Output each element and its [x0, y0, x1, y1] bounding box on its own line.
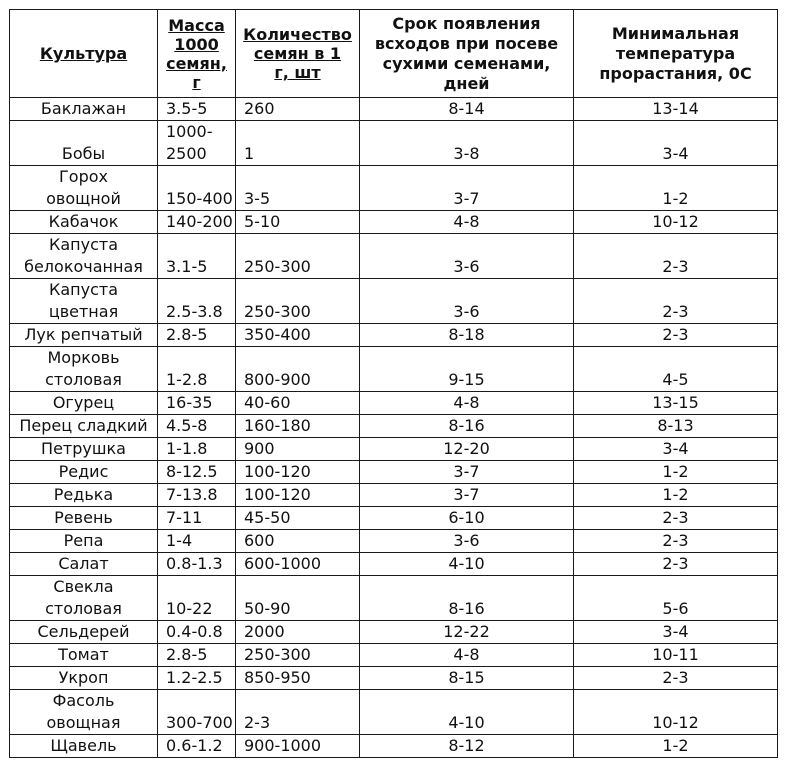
- culture-cell: [10, 530, 158, 553]
- count-cell: 2000: [236, 621, 360, 644]
- mass-cell-line: 2.8-5: [166, 645, 208, 664]
- mass-cell-line: 3.1-5: [166, 257, 208, 276]
- mass-cell-line: 1-2.8: [166, 370, 208, 389]
- header-line: температура: [615, 43, 736, 63]
- culture-cell-line: овощной: [46, 189, 121, 208]
- days-cell: 4-10: [360, 553, 574, 576]
- culture-cell: [10, 166, 158, 211]
- table-row: [10, 347, 778, 392]
- culture-cell: [10, 621, 158, 644]
- temp-cell: 2-3: [574, 667, 778, 690]
- mass-cell-line: 7-11: [166, 508, 203, 527]
- table-row: [10, 438, 778, 461]
- header-line: семян,: [166, 53, 227, 73]
- mass-cell: [158, 438, 236, 461]
- culture-cell: [10, 415, 158, 438]
- days-cell: 12-22: [360, 621, 574, 644]
- mass-cell-line: 7-13.8: [166, 485, 218, 504]
- mass-cell: [158, 576, 236, 621]
- culture-cell: [10, 484, 158, 507]
- mass-cell-line: 300-700: [166, 713, 233, 732]
- culture-cell: [10, 234, 158, 279]
- temp-cell: 2-3: [574, 530, 778, 553]
- mass-cell-line: 2500: [166, 144, 207, 163]
- culture-cell: [10, 121, 158, 166]
- mass-cell: [158, 690, 236, 735]
- mass-cell: [158, 211, 236, 234]
- count-cell: 600: [236, 530, 360, 553]
- mass-cell-line: 0.6-1.2: [166, 736, 223, 755]
- mass-cell: [158, 121, 236, 166]
- header-line: Срок появления: [392, 13, 541, 33]
- culture-cell-line: Кабачок: [48, 212, 119, 231]
- culture-cell-line: Баклажан: [40, 99, 127, 118]
- temp-cell: 1-2: [574, 484, 778, 507]
- mass-cell: [158, 667, 236, 690]
- days-cell: 9-15: [360, 347, 574, 392]
- culture-cell-line: Ревень: [54, 508, 113, 527]
- table-row: [10, 530, 778, 553]
- days-cell: 3-7: [360, 166, 574, 211]
- temp-cell: 5-6: [574, 576, 778, 621]
- count-cell: 250-300: [236, 234, 360, 279]
- mass-cell: [158, 530, 236, 553]
- temp-cell: 2-3: [574, 553, 778, 576]
- days-cell: 12-20: [360, 438, 574, 461]
- temp-cell: 2-3: [574, 507, 778, 530]
- header-line: 1000: [174, 34, 219, 54]
- count-cell: 50-90: [236, 576, 360, 621]
- culture-cell-line: столовая: [45, 599, 122, 618]
- days-cell: 8-12: [360, 735, 574, 758]
- mass-cell-line: 0.8-1.3: [166, 554, 223, 573]
- header-line: Минимальная: [611, 23, 740, 43]
- temp-cell: 8-13: [574, 415, 778, 438]
- count-cell: 250-300: [236, 644, 360, 667]
- temp-cell: 3-4: [574, 121, 778, 166]
- days-cell: 3-7: [360, 484, 574, 507]
- mass-cell: [158, 644, 236, 667]
- table-row: [10, 98, 778, 121]
- days-cell: 8-18: [360, 324, 574, 347]
- mass-cell-line: 1-4: [166, 531, 193, 550]
- temp-cell: 3-4: [574, 621, 778, 644]
- culture-cell-line: Сельдерей: [37, 622, 130, 641]
- culture-cell-line: Петрушка: [41, 439, 126, 458]
- temp-cell: 10-12: [574, 211, 778, 234]
- culture-cell-line: Горох: [59, 167, 108, 186]
- count-cell: 45-50: [236, 507, 360, 530]
- culture-cell: [10, 347, 158, 392]
- temp-cell: 1-2: [574, 735, 778, 758]
- mass-cell: [158, 347, 236, 392]
- seed-table: [9, 9, 778, 758]
- culture-cell: [10, 644, 158, 667]
- count-cell: 260: [236, 98, 360, 121]
- culture-cell: [10, 392, 158, 415]
- table-row: [10, 392, 778, 415]
- culture-cell-line: Репа: [63, 531, 104, 550]
- culture-cell: [10, 438, 158, 461]
- table-row: [10, 234, 778, 279]
- days-cell: 8-16: [360, 576, 574, 621]
- table-row: [10, 667, 778, 690]
- header-line: Количество: [243, 25, 352, 44]
- mass-cell: [158, 553, 236, 576]
- mass-cell-line: 3.5-5: [166, 99, 208, 118]
- table-row: [10, 415, 778, 438]
- header-temp: [574, 10, 778, 98]
- culture-cell-line: Редис: [58, 462, 109, 481]
- table-row: [10, 166, 778, 211]
- days-cell: 4-8: [360, 644, 574, 667]
- days-cell: 8-14: [360, 98, 574, 121]
- header-line: прорастания, 0С: [599, 63, 752, 83]
- culture-cell-line: Морковь: [47, 348, 120, 367]
- culture-cell-line: Фасоль: [52, 691, 115, 710]
- header-line: г: [192, 72, 201, 92]
- days-cell: 3-6: [360, 530, 574, 553]
- mass-cell-line: 2.5-3.8: [166, 302, 223, 321]
- count-cell: 2-3: [236, 690, 360, 735]
- header-line: всходов при посеве: [374, 33, 559, 53]
- mass-cell-line: 10-22: [166, 599, 213, 618]
- table-row: [10, 461, 778, 484]
- temp-cell: 2-3: [574, 279, 778, 324]
- culture-cell: [10, 211, 158, 234]
- mass-cell-line: 8-12.5: [166, 462, 218, 481]
- mass-cell: [158, 484, 236, 507]
- culture-cell: [10, 279, 158, 324]
- mass-cell-line: 1.2-2.5: [166, 668, 223, 687]
- mass-cell-line: 140-200: [166, 212, 233, 231]
- count-cell: 100-120: [236, 484, 360, 507]
- days-cell: 6-10: [360, 507, 574, 530]
- days-cell: 8-15: [360, 667, 574, 690]
- header-line: семян в 1: [253, 44, 342, 63]
- mass-cell-line: 0.4-0.8: [166, 622, 223, 641]
- temp-cell: 2-3: [574, 234, 778, 279]
- culture-cell: [10, 324, 158, 347]
- count-cell: 40-60: [236, 392, 360, 415]
- mass-cell: [158, 324, 236, 347]
- count-cell: 1: [236, 121, 360, 166]
- header-row: [10, 10, 778, 98]
- header-days: [360, 10, 574, 98]
- mass-cell-line: 16-35: [166, 393, 213, 412]
- mass-cell-line: 1-1.8: [166, 439, 208, 458]
- header-line: сухими семенами,: [382, 53, 551, 73]
- temp-cell: 10-11: [574, 644, 778, 667]
- days-cell: 3-8: [360, 121, 574, 166]
- mass-cell-line: 150-400: [166, 189, 233, 208]
- mass-cell: [158, 234, 236, 279]
- mass-cell: [158, 461, 236, 484]
- culture-cell-line: Бобы: [61, 144, 106, 163]
- table-row: [10, 324, 778, 347]
- mass-cell-line: 4.5-8: [166, 416, 208, 435]
- count-cell: 100-120: [236, 461, 360, 484]
- days-cell: 3-7: [360, 461, 574, 484]
- mass-cell: [158, 735, 236, 758]
- culture-cell-line: Перец сладкий: [19, 416, 148, 435]
- mass-cell: [158, 507, 236, 530]
- header-count: [236, 10, 360, 98]
- days-cell: 8-16: [360, 415, 574, 438]
- table-row: [10, 279, 778, 324]
- header-line: Культура: [39, 44, 128, 63]
- table-row: [10, 690, 778, 735]
- culture-cell-line: Томат: [58, 645, 109, 664]
- culture-cell-line: белокочанная: [24, 257, 143, 276]
- count-cell: 3-5: [236, 166, 360, 211]
- culture-cell-line: Салат: [58, 554, 109, 573]
- mass-cell: [158, 392, 236, 415]
- culture-cell-line: Лук репчатый: [24, 325, 143, 344]
- days-cell: 4-8: [360, 211, 574, 234]
- count-cell: 900: [236, 438, 360, 461]
- table-row: [10, 553, 778, 576]
- header-line: г, шт: [274, 63, 321, 82]
- mass-cell: [158, 621, 236, 644]
- table-row: [10, 644, 778, 667]
- temp-cell: 1-2: [574, 461, 778, 484]
- mass-cell: [158, 98, 236, 121]
- header-line: Масса: [168, 15, 225, 35]
- culture-cell-line: Огурец: [52, 393, 115, 412]
- culture-cell-line: овощная: [46, 713, 121, 732]
- table-row: [10, 211, 778, 234]
- header-culture: [10, 10, 158, 98]
- temp-cell: 10-12: [574, 690, 778, 735]
- mass-cell-line: 1000-: [166, 122, 213, 141]
- mass-cell: [158, 415, 236, 438]
- table-row: [10, 621, 778, 644]
- culture-cell: [10, 461, 158, 484]
- culture-cell: [10, 576, 158, 621]
- culture-cell-line: цветная: [48, 302, 119, 321]
- table-row: [10, 121, 778, 166]
- mass-cell: [158, 279, 236, 324]
- culture-cell: [10, 735, 158, 758]
- table-row: [10, 735, 778, 758]
- header-line: дней: [443, 73, 490, 93]
- count-cell: 800-900: [236, 347, 360, 392]
- mass-cell: [158, 166, 236, 211]
- culture-cell: [10, 553, 158, 576]
- count-cell: 160-180: [236, 415, 360, 438]
- days-cell: 4-8: [360, 392, 574, 415]
- culture-cell-line: Укроп: [58, 668, 109, 687]
- count-cell: 850-950: [236, 667, 360, 690]
- temp-cell: 1-2: [574, 166, 778, 211]
- mass-cell-line: 2.8-5: [166, 325, 208, 344]
- table-row: [10, 484, 778, 507]
- culture-cell-line: Капуста: [48, 280, 118, 299]
- temp-cell: 13-14: [574, 98, 778, 121]
- table-row: [10, 507, 778, 530]
- culture-cell-line: Редька: [53, 485, 114, 504]
- days-cell: 4-10: [360, 690, 574, 735]
- days-cell: 3-6: [360, 279, 574, 324]
- culture-cell-line: Свекла: [53, 577, 114, 596]
- culture-cell: [10, 690, 158, 735]
- culture-cell-line: Щавель: [50, 736, 117, 755]
- culture-cell: [10, 667, 158, 690]
- temp-cell: 13-15: [574, 392, 778, 415]
- count-cell: 5-10: [236, 211, 360, 234]
- culture-cell-line: столовая: [45, 370, 122, 389]
- count-cell: 900-1000: [236, 735, 360, 758]
- temp-cell: 3-4: [574, 438, 778, 461]
- header-mass: [158, 10, 236, 98]
- count-cell: 250-300: [236, 279, 360, 324]
- table-row: [10, 576, 778, 621]
- temp-cell: 2-3: [574, 324, 778, 347]
- count-cell: 600-1000: [236, 553, 360, 576]
- temp-cell: 4-5: [574, 347, 778, 392]
- culture-cell: [10, 98, 158, 121]
- culture-cell-line: Капуста: [48, 235, 118, 254]
- days-cell: 3-6: [360, 234, 574, 279]
- count-cell: 350-400: [236, 324, 360, 347]
- culture-cell: [10, 507, 158, 530]
